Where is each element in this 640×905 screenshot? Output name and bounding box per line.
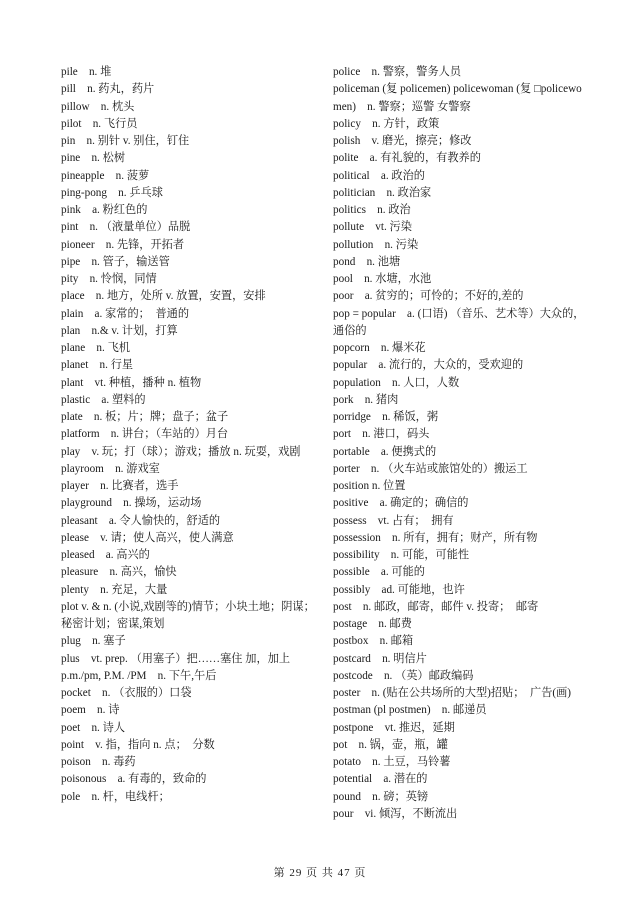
vocab-entry: playground n. 操场，运动场 (61, 497, 202, 510)
vocab-entry: pin n. 别针 v. 别住，钉住 (61, 135, 190, 147)
vocab-entry: pilot n. 飞行员 (61, 117, 138, 130)
vocab-entry: positive a. 确定的；确信的 (333, 497, 469, 510)
vocab-entry: plain a. 家常的； 普通的 (61, 307, 190, 320)
vocab-entry: plan n.& v. 计划，打算 (61, 324, 178, 337)
vocab-entry: politician n. 政治家 (333, 186, 432, 199)
vocab-entry: plenty n. 充足，大量 (61, 583, 168, 596)
vocab-entry: potential a. 潜在的 (333, 773, 428, 786)
vocab-entry: pollute vt. 污染 (333, 221, 412, 234)
vocab-entry: playroom n. 游戏室 (61, 462, 160, 475)
vocab-entry: plug n. 塞子 (61, 635, 126, 648)
vocab-entry: politics n. 政治 (333, 204, 411, 216)
vocab-entry: police n. 警察，警务人员 (333, 66, 462, 78)
vocab-entry: pollution n. 污染 (333, 238, 419, 251)
vocab-entry: please v. 请；使人高兴，使人满意 (61, 531, 234, 544)
vocab-entry: polite a. 有礼貌的，有教养的 (333, 152, 481, 165)
vocab-entry: poor a. 贫穷的；可怜的；不好的,差的 (333, 290, 524, 303)
vocab-entry: poisonous a. 有毒的，致命的 (61, 773, 207, 786)
vocab-entry: postcard n. 明信片 (333, 652, 427, 665)
vocab-entry: pint n. （液量单位）品脱 (61, 221, 191, 234)
vocab-entry: population n. 人口，人数 (333, 376, 460, 389)
vocab-entry: postbox n. 邮箱 (333, 635, 414, 648)
vocab-entry: postman (pl postmen) n. 邮递员 (333, 704, 487, 717)
left-column (61, 64, 315, 806)
vocab-entry: pine n. 松树 (61, 152, 126, 165)
vocab-entry: poison n. 毒药 (61, 756, 136, 768)
vocab-entry: position n. 位置 (333, 480, 406, 492)
vocab-entry: porridge n. 稀饭，粥 (333, 411, 439, 423)
vocab-entry: pill n. 药丸，药片 (61, 83, 155, 96)
vocab-entry: polish v. 磨光，擦亮；修改 (333, 135, 472, 147)
vocab-entry: pipe n. 管子，输送管 (61, 255, 170, 268)
vocab-entry: plot v. & n. (小说,戏剧等的)情节；小块土地；阴谋；秘密计划；密谋,策划 (61, 600, 315, 630)
vocab-entry: pond n. 池塘 (333, 255, 401, 268)
vocab-entry: play v. 玩；打（球）；游戏；播放 n. 玩耍，戏剧 (61, 445, 301, 458)
vocab-entry: pioneer n. 先锋，开拓者 (61, 238, 185, 251)
vocab-entry: pole n. 杆，电线杆； (61, 790, 170, 803)
right-column (333, 64, 585, 823)
vocab-entry: pound n. 磅；英镑 (333, 790, 429, 803)
page-footer: 第 29 页 共 47 页 (273, 867, 367, 879)
vocab-entry: political a. 政治的 (333, 169, 425, 182)
vocab-entry: platform n. 讲台；（车站的）月台 (61, 428, 229, 441)
vocab-entry: postage n. 邮费 (333, 618, 412, 630)
vocab-entry: policeman (复 policemen) policewoman (复 □policewomen) n. 警察；巡警 女警察 (333, 83, 582, 113)
vocab-entry: pot n. 锅，壶，瓶，罐 (333, 738, 448, 751)
vocab-entry: pink a. 粉红色的 (61, 204, 148, 216)
vocab-entry: possess vt. 占有； 拥有 (333, 514, 454, 527)
vocab-entry: possible a. 可能的 (333, 566, 425, 579)
vocab-entry: pile n. 堆 (61, 66, 112, 78)
vocab-entry: portable a. 便携式的 (333, 445, 437, 458)
vocab-entry: policy n. 方针，政策 (333, 117, 440, 130)
vocab-entry: pity n. 怜悯，同情 (61, 273, 157, 285)
vocab-entry: planet n. 行星 (61, 359, 134, 372)
vocab-entry: pleasant a. 令人愉快的，舒适的 (61, 514, 221, 527)
vocab-entry: pleasure n. 高兴，愉快 (61, 566, 177, 579)
vocab-entry: porter n. （火车站或旅馆处的）搬运工 (333, 462, 528, 475)
vocab-entry: pour vi. 倾泻，不断流出 (333, 807, 458, 820)
vocab-entry: poster n. (贴在公共场所的大型)招贴； 广告(画) (333, 687, 572, 699)
vocab-entry: plant vt. 种植，播种 n. 植物 (61, 376, 202, 389)
vocab-entry: potato n. 土豆，马铃薯 (333, 756, 451, 768)
vocab-entry: pineapple n. 菠萝 (61, 169, 150, 182)
vocab-entry: postcode n. （英）邮政编码 (333, 669, 474, 682)
vocab-entry: plus vt. prep. （用塞子）把……塞住 加，加上 (61, 652, 291, 665)
vocab-entry: point v. 指，指向 n. 点； 分数 (61, 738, 215, 751)
vocab-entry: plastic a. 塑料的 (61, 393, 146, 406)
vocab-entry: possibly ad. 可能地，也许 (333, 583, 465, 596)
vocab-entry: plate n. 板；片；牌；盘子；盆子 (61, 411, 229, 423)
vocab-entry: player n. 比赛者，选手 (61, 480, 179, 492)
vocab-entry: port n. 港口，码头 (333, 428, 430, 441)
vocab-entry: popular a. 流行的，大众的，受欢迎的 (333, 359, 524, 372)
vocab-entry: poet n. 诗人 (61, 721, 126, 734)
vocab-entry: place n. 地方，处所 v. 放置，安置，安排 (61, 290, 266, 303)
vocab-entry: postpone vt. 推迟，延期 (333, 721, 455, 734)
vocab-entry: pop = popular a. (口语) （音乐、艺术等）大众的，通俗的 (333, 307, 585, 337)
vocab-entry: pleased a. 高兴的 (61, 549, 150, 561)
vocab-entry: pillow n. 枕头 (61, 100, 135, 113)
vocab-entry: post n. 邮政，邮寄，邮件 v. 投寄； 邮寄 (333, 600, 539, 613)
vocab-entry: plane n. 飞机 (61, 342, 130, 354)
vocab-entry: pocket n. （衣服的）口袋 (61, 687, 192, 699)
vocab-entry: possession n. 所有，拥有；财产，所有物 (333, 531, 538, 544)
vocab-entry: pool n. 水塘，水池 (333, 273, 432, 285)
vocab-entry: possibility n. 可能，可能性 (333, 549, 470, 561)
vocab-entry: popcorn n. 爆米花 (333, 342, 426, 354)
vocab-entry: poem n. 诗 (61, 704, 120, 717)
vocab-entry: p.m./pm, P.M. /PM n. 下午,午后 (61, 669, 217, 682)
vocab-entry: pork n. 猪肉 (333, 393, 399, 406)
vocab-entry: ping-pong n. 乒乓球 (61, 186, 163, 199)
